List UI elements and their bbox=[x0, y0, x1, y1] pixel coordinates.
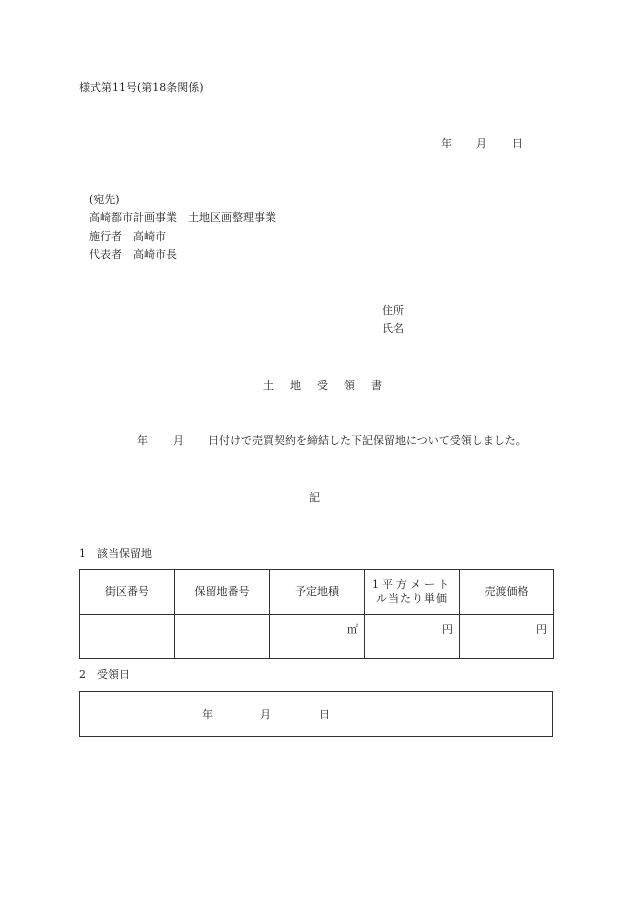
cell-unit-price[interactable] bbox=[365, 615, 460, 659]
addressee-representative: 代表者 高崎市長 bbox=[89, 248, 177, 261]
cell-lot-number[interactable] bbox=[175, 615, 270, 659]
table-header-row bbox=[80, 570, 554, 615]
addressee-label: (宛先) bbox=[89, 193, 120, 206]
name-label: 氏名 bbox=[382, 322, 404, 335]
addressee-project: 高崎都市計画事業 土地区画整理事業 bbox=[89, 211, 276, 224]
body-month-label: 月 bbox=[173, 434, 184, 447]
ki-label: 記 bbox=[309, 491, 320, 504]
cell-sale-price[interactable] bbox=[460, 615, 554, 659]
header-unit-price-line2: ル当たり単価 bbox=[376, 592, 448, 605]
area-unit: ㎡ bbox=[347, 623, 358, 636]
header-unit-price bbox=[365, 570, 460, 615]
header-sale-price: 売渡価格 bbox=[460, 570, 554, 615]
reserved-land-table bbox=[79, 569, 554, 659]
cell-planned-area[interactable] bbox=[270, 615, 365, 659]
date-year-label: 年 bbox=[441, 137, 452, 150]
cell-block-number[interactable] bbox=[80, 615, 175, 659]
header-planned-area: 予定地積 bbox=[270, 570, 365, 615]
section1-heading: 1 該当保留地 bbox=[79, 547, 152, 560]
sale-price-unit: 円 bbox=[536, 623, 547, 636]
table-row bbox=[80, 615, 554, 659]
header-unit-price-line1: 1平方メート bbox=[372, 578, 452, 591]
unit-price-unit: 円 bbox=[442, 623, 453, 636]
receipt-year-label: 年 bbox=[202, 708, 213, 721]
receipt-date-box[interactable] bbox=[79, 691, 553, 737]
form-number: 様式第11号(第18条関係) bbox=[79, 81, 204, 94]
receipt-month-label: 月 bbox=[260, 708, 271, 721]
date-month-label: 月 bbox=[476, 137, 487, 150]
body-year-label: 年 bbox=[137, 434, 148, 447]
body-text: 日付けで売買契約を締結した下記保留地について受領しました。 bbox=[208, 434, 527, 447]
address-label: 住所 bbox=[382, 304, 404, 317]
section2-heading: 2 受領日 bbox=[79, 668, 130, 681]
header-lot-number: 保留地番号 bbox=[175, 570, 270, 615]
receipt-day-label: 日 bbox=[319, 708, 330, 721]
date-day-label: 日 bbox=[512, 137, 523, 150]
header-block-number: 街区番号 bbox=[80, 570, 175, 615]
addressee-executor: 施行者 高崎市 bbox=[89, 230, 166, 243]
document-title: 土地受領書 bbox=[263, 379, 398, 392]
